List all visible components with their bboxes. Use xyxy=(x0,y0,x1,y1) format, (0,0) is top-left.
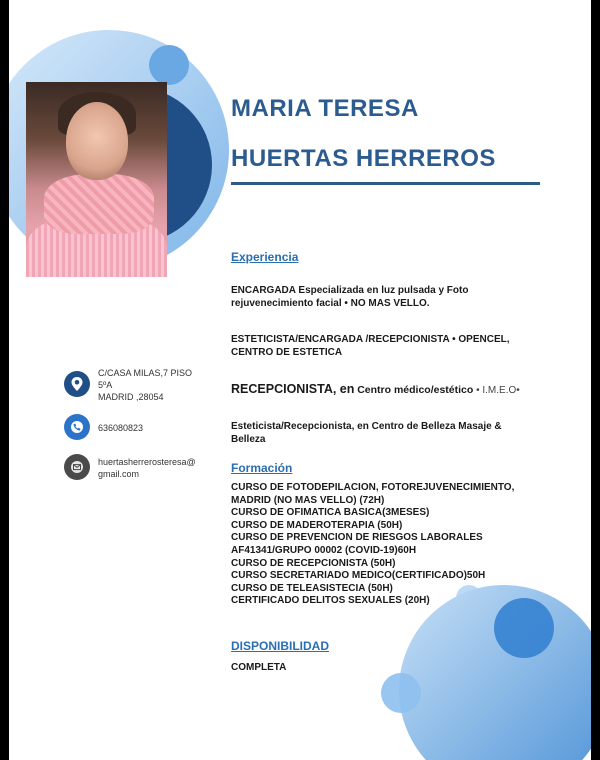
profile-photo xyxy=(26,82,167,277)
resume-page xyxy=(9,0,591,760)
phone-text: 636080823 xyxy=(98,423,144,433)
list-item: MADRID (NO MAS VELLO) (72H) xyxy=(231,494,385,506)
list-item: CURSO DE FOTODEPILACION, FOTOREJUVENECIMIENTO, xyxy=(231,482,515,493)
list-item: CURSO DE TELEASISTECIA (50H) xyxy=(231,582,393,594)
last-name-heading: HUERTAS HERREROS xyxy=(231,145,496,172)
training-list xyxy=(231,482,531,608)
availability-title: DISPONIBILIDAD xyxy=(231,639,330,653)
location-pin-icon xyxy=(64,371,90,397)
list-item: CURSO DE RECEPCIONISTA (50H) xyxy=(231,557,396,569)
experience-item-2: ESTETICISTA/ENCARGADA /RECEPCIONISTA • OPENCEL, CENTRO DE ESTETICA xyxy=(231,334,510,358)
list-item: CURSO DE MADEROTERAPIA (50H) xyxy=(231,519,403,531)
list-item: CURSO DE OFIMATICA BASICA(3MESES) xyxy=(231,507,430,519)
list-item: AF41341/GRUPO 00002 (COVID-19)60H xyxy=(231,544,417,556)
footer-circle-left xyxy=(381,673,421,713)
email-icon xyxy=(64,454,90,480)
list-item: CURSO SECRETARIADO MEDICO(CERTIFICADO)50H xyxy=(231,570,486,582)
experience-title: Experiencia xyxy=(231,250,299,264)
header-divider xyxy=(231,182,540,185)
experience-item-4: Esteticista/Recepcionista, en Centro de Belleza Masaje & Belleza xyxy=(231,421,502,445)
phone-icon xyxy=(64,414,90,440)
email-text[interactable]: huertasherrerosteresa@ gmail.com xyxy=(98,457,196,479)
experience-item-3: RECEPCIONISTA, en Centro médico/estético • I.M.E.O• xyxy=(231,382,520,396)
header-circle-small xyxy=(149,45,189,85)
training-title: Formación xyxy=(231,461,293,475)
address-text: C/CASA MILAS,7 PISO 5ºA MADRID ,28054 xyxy=(98,368,193,402)
experience-item-1: ENCARGADA Especializada en luz pulsada y Foto rejuvenecimiento facial • NO MAS VELLO. xyxy=(231,285,469,309)
list-item: CURSO DE PREVENCION DE RIESGOS LABORALES xyxy=(231,532,483,544)
list-item: CERTIFICADO DELITOS SEXUALES (20H) xyxy=(231,595,430,607)
availability-value: COMPLETA xyxy=(231,662,287,673)
first-name-heading: MARIA TERESA xyxy=(231,95,419,122)
